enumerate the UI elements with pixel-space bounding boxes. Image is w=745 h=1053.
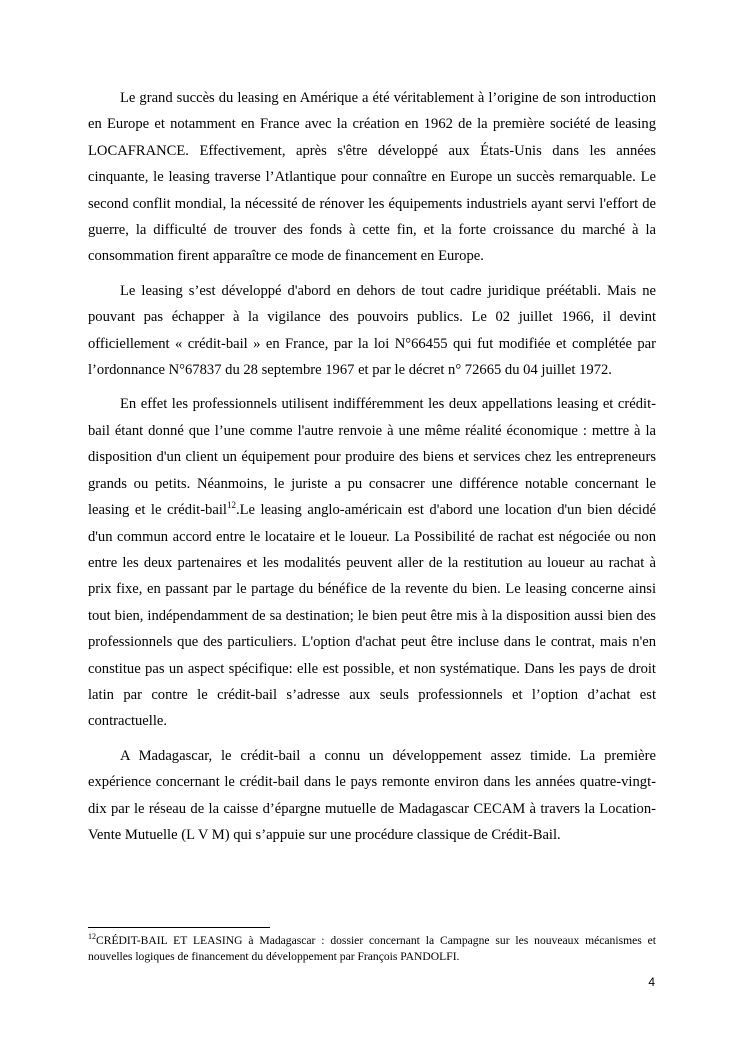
footnote-separator: [88, 927, 270, 928]
footnote: [88, 933, 656, 965]
paragraph-leasing-origin: Le grand succès du leasing en Amérique a été véritablement à l’origine de son introduction en Europe et notamment en France avec la création en 1962 de la première société de leasing LOCAFRANCE. Effectivement, après s'être développé aux États-Unis dans les années cinquante, le leasing traverse l’Atlantique pour connaître en Europe un succès remarquable. Le second conflit mondial, la nécessité de rénover les équipements industriels ayant servi l'effort de guerre, la difficulté de trouver des fonds à cette fin, et la forte croissance du marché à la consommation firent apparaître ce mode de financement en Europe.: [88, 90, 656, 265]
paragraph-legal-framework: Le leasing s’est développé d'abord en dehors de tout cadre juridique préétabli. Mais ne pouvant pas échapper à la vigilance des pouvoirs publics. Le 02 juillet 1966, il devint officiellement « crédit-bail » en France, par la loi N°66455 qui fut modifiée et complétée par l’ordonnance N°67837 du 28 septembre 1967 et par le décret n° 72665 du 04 juillet 1972.: [88, 282, 656, 379]
page-number: 4: [648, 975, 655, 989]
paragraph-leasing-vs-credit-bail: [88, 391, 656, 734]
footnote-reference[interactable]: 12: [226, 500, 236, 511]
body-text: [88, 85, 656, 856]
paragraph-text-after-note: .Le leasing anglo-américain est d'abord une location d'un bien décidé d'un commun accord entre le locataire et le loueur. La Possibilité de rachat est négociée ou non entre les deux partenaires et les modalités peuvent aller de la restitution au loueur au rachat à prix fixe, en passant par le partage du bénéfice de la revente du bien. Le leasing concerne ainsi tout bien, indépendamment de sa destination; le bien peut être mis à la disposition aussi bien des professionnels que des particuliers. L'option d'achat peut être incluse dans le contrat, mais n'en constitue pas un aspect spécifique: elle est possible, et non systématique. Dans les pays de droit latin par contre le crédit-bail s’adresse aux seuls professionnels et l’option d’achat est contractuelle.: [88, 502, 656, 730]
paragraph-text-before-note: En effet les professionnels utilisent indifféremment les deux appellations leasing et crédit-bail étant donné que l’une comme l'autre renvoie à une même réalité économique : mettre à la disposition d'un client un équipement pour produire des biens et services chez les entrepreneurs grands ou petits. Néanmoins, le juriste a pu consacrer une différence notable concernant le leasing et le crédit-bail: [88, 396, 656, 519]
footnote-marker: 12: [88, 932, 96, 942]
footnote-text: CRÉDIT-BAIL ET LEASING à Madagascar : dossier concernant la Campagne sur les nouveaux mécanismes et nouvelles logiques de financement du développement par François PANDOLFI.: [88, 934, 656, 963]
paragraph-madagascar: A Madagascar, le crédit-bail a connu un développement assez timide. La première expérience concernant le crédit-bail dans le pays remonte environ dans les années quatre-vingt-dix par le réseau de la caisse d’épargne mutuelle de Madagascar CECAM à travers la Location-Vente Mutuelle (L V M) qui s’appuie sur une procédure classique de Crédit-Bail.: [88, 747, 656, 843]
